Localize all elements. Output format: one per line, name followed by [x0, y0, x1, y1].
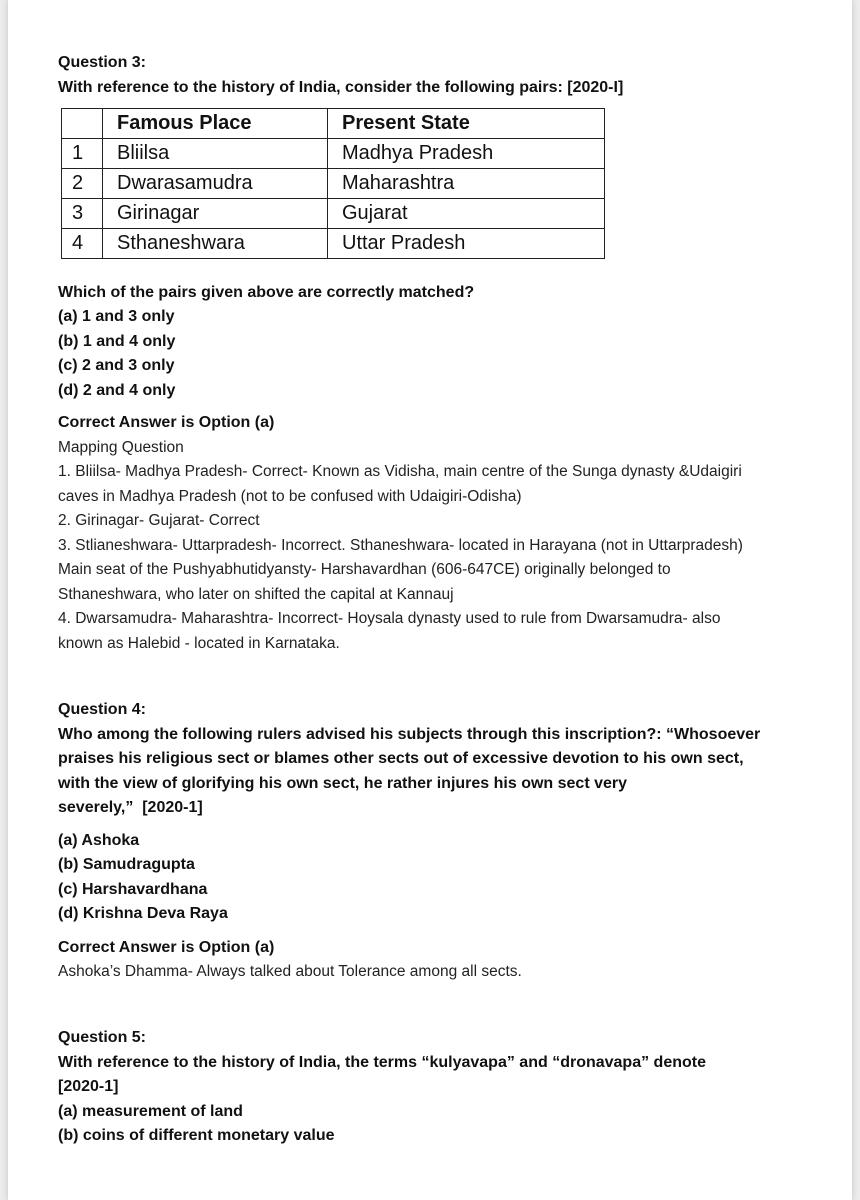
question-5-prompt-line: With reference to the history of India, the terms “kulyavapa” and “dronavapa” denote: [58, 1054, 706, 1071]
question-4-prompt-line: severely,” [2020-1]: [58, 799, 203, 816]
option-b: (b) Samudragupta: [58, 856, 195, 873]
pairs-table: [61, 108, 605, 259]
table-cell: Bliilsa: [103, 139, 328, 169]
table-cell: 2: [62, 169, 103, 199]
table-cell: Maharashtra: [328, 169, 605, 199]
table-cell: Girinagar: [103, 199, 328, 229]
question-4-prompt-line: with the view of glorifying his own sect, he rather injures his own sect very: [58, 775, 628, 792]
explanation-line: caves in Madhya Pradesh (not to be confused with Udaigiri-Odisha): [58, 488, 522, 505]
explanation-line: 2. Girinagar- Gujarat- Correct: [58, 512, 260, 529]
option-d: (d) Krishna Deva Raya: [58, 905, 228, 922]
table-row: [62, 229, 605, 259]
table-header-row: [62, 109, 605, 139]
table-cell: Dwarasamudra: [103, 169, 328, 199]
question-3-answer: Correct Answer is Option (a): [58, 414, 275, 431]
table-cell: 1: [62, 139, 103, 169]
explanation-line: Main seat of the Pushyabhutidyansty- Harshavardhan (606-647CE) originally belonged to: [58, 561, 671, 578]
question-3-title: Question 3:: [58, 54, 147, 71]
question-3-question: Which of the pairs given above are correctly matched?: [58, 284, 475, 301]
option-c: (c) Harshavardhana: [58, 881, 208, 898]
table-cell: 4: [62, 229, 103, 259]
explanation-line: 4. Dwarsamudra- Maharashtra- Incorrect- Hoysala dynasty used to rule from Dwarsamudra- also: [58, 610, 721, 627]
question-5-title: Question 5:: [58, 1029, 147, 1046]
explanation-line: 1. Bliilsa- Madhya Pradesh- Correct- Known as Vidisha, main centre of the Sunga dynasty &Udaigiri: [58, 463, 742, 480]
document-page: [8, 0, 852, 1200]
option-a: (a) measurement of land: [58, 1103, 243, 1120]
table-cell: 3: [62, 199, 103, 229]
explanation-line: Sthaneshwara, who later on shifted the capital at Kannauj: [58, 586, 454, 603]
question-4-title: Question 4:: [58, 701, 147, 718]
option-b: (b) coins of different monetary value: [58, 1127, 335, 1144]
table-row: [62, 139, 605, 169]
question-5-prompt-line: [2020-1]: [58, 1078, 119, 1095]
question-4-answer: Correct Answer is Option (a): [58, 939, 275, 956]
table-header-cell: [62, 109, 103, 139]
question-4-prompt-line: Who among the following rulers advised his subjects through this inscription?: “Whosoever: [58, 726, 761, 743]
explanation-line: known as Halebid - located in Karnataka.: [58, 635, 340, 652]
table-cell: Madhya Pradesh: [328, 139, 605, 169]
table-row: [62, 199, 605, 229]
table-row: [62, 169, 605, 199]
question-4-prompt-line: praises his religious sect or blames other sects out of excessive devotion to his own sect,: [58, 750, 744, 767]
explanation-line: Ashoka’s Dhamma- Always talked about Tolerance among all sects.: [58, 963, 522, 980]
question-3-prompt: With reference to the history of India, consider the following pairs: [2020-I]: [58, 79, 624, 96]
option-b: (b) 1 and 4 only: [58, 333, 176, 350]
option-d: (d) 2 and 4 only: [58, 382, 176, 399]
explanation-line: 3. Stlianeshwara- Uttarpradesh- Incorrect. Sthaneshwara- located in Harayana (not in Uttarpradesh): [58, 537, 743, 554]
table-header-cell: Famous Place: [103, 109, 328, 139]
table-cell: Sthaneshwara: [103, 229, 328, 259]
table-header-cell: Present State: [328, 109, 605, 139]
option-c: (c) 2 and 3 only: [58, 357, 175, 374]
explanation-line: Mapping Question: [58, 439, 184, 456]
option-a: (a) 1 and 3 only: [58, 308, 175, 325]
table-cell: Uttar Pradesh: [328, 229, 605, 259]
option-a: (a) Ashoka: [58, 832, 140, 849]
table-cell: Gujarat: [328, 199, 605, 229]
